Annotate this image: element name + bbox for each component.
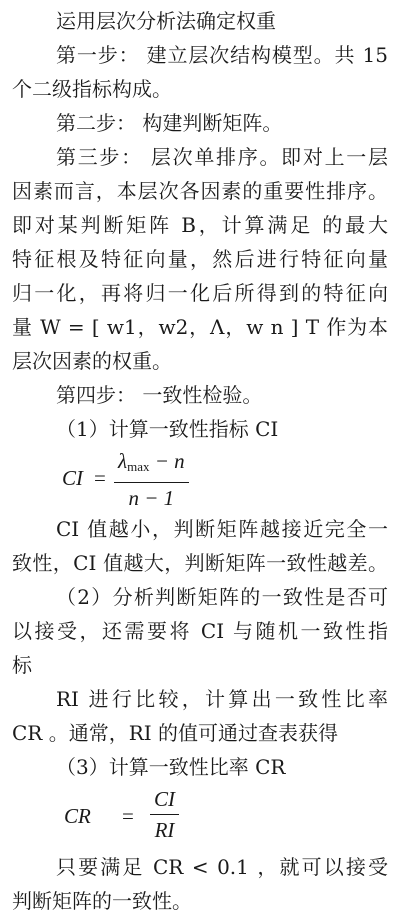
formula-lhs: CR	[64, 804, 91, 828]
formula-denominator: n − 1	[128, 486, 175, 510]
text-line: 以接受，还需要将 CI 与随机一致性指	[12, 619, 388, 643]
text-line: CI 值越小，判断矩阵越接近完全一	[56, 517, 388, 541]
text-line: RI 进行比较，计算出一致性比率	[56, 687, 388, 711]
lambda-subscript: max	[127, 459, 150, 474]
numerator-rest: − n	[149, 449, 185, 473]
text-line: （1）计算一致性指标 CI	[56, 417, 279, 441]
lambda-symbol: λ	[118, 449, 128, 473]
text-line: 判断矩阵的一致性。	[12, 889, 192, 913]
text-line: CR 。通常，RI 的值可通过查表获得	[12, 721, 339, 745]
formula-equals: =	[122, 804, 134, 828]
formula-lhs: CI	[62, 466, 83, 490]
text-line: 层次因素的权重。	[12, 349, 172, 373]
formula-numerator: CI	[150, 786, 179, 815]
text-line: 第三步： 层次单排序。即对上一层	[56, 145, 388, 169]
text-line: 标	[12, 653, 32, 677]
text-line: 第四步： 一致性检验。	[56, 383, 263, 407]
formula-fraction	[114, 448, 189, 511]
text-line: 只要满足 CR < 0.1 ，就可以接受	[56, 855, 388, 879]
formula-cr	[12, 784, 388, 850]
text-line: （2）分析判断矩阵的一致性是否可	[56, 585, 388, 609]
text-line: 运用层次分析法确定权重	[56, 9, 276, 33]
text-line: 归一化，再将归一化后所得到的特征向	[12, 281, 388, 305]
text-line: 即对某判断矩阵 B，计算满足 的最大	[12, 213, 388, 237]
text-line: 个二级指标构成。	[12, 77, 172, 101]
text-line: 特征根及特征向量，然后进行特征向量	[12, 247, 388, 271]
text-line: 因素而言，本层次各因素的重要性排序。	[12, 179, 388, 203]
text-line: 量 W = [ w1，w2，Λ，w n ] T 作为本	[12, 315, 388, 339]
text-line: 第二步： 构建判断矩阵。	[56, 111, 283, 135]
formula-equals: =	[94, 466, 106, 490]
text-line: 第一步： 建立层次结构模型。共 15	[56, 43, 388, 67]
text-line: 致性，CI 值越大，判断矩阵一致性越差。	[12, 551, 388, 575]
formula-fraction	[150, 786, 179, 843]
text-line: （3）计算一致性比率 CR	[56, 755, 286, 779]
formula-numerator	[114, 448, 189, 483]
formula-denominator: RI	[154, 818, 175, 842]
formula-ci	[12, 446, 388, 512]
